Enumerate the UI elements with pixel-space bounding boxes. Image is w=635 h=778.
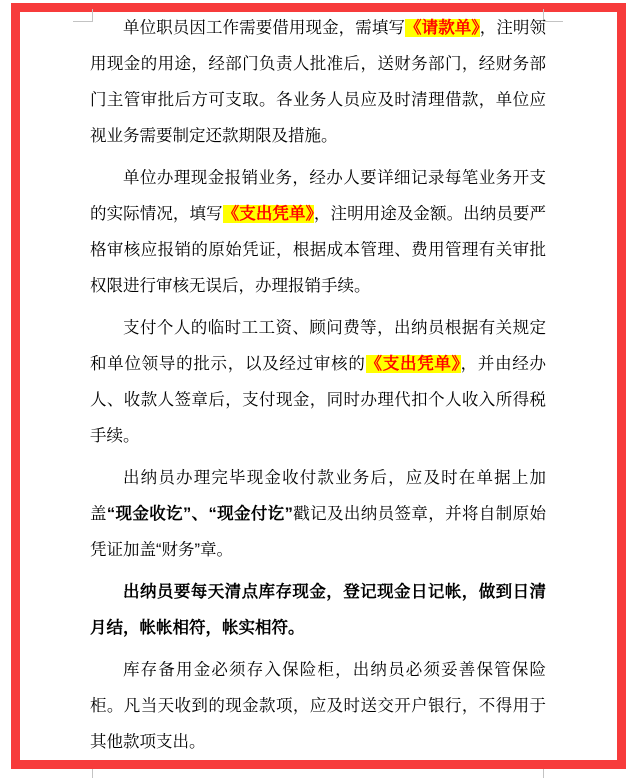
paragraph: [90, 160, 546, 304]
text-segment: 单位办理现金报销业务，经办人要详细记录每笔业务开支的实际情况，填写: [90, 169, 546, 223]
paragraph: [90, 310, 546, 454]
text-segment: 出纳员办理完毕现金收付款业务后，应及时在单据上加盖: [90, 469, 546, 523]
highlighted-term: 《支出凭单》: [222, 205, 314, 223]
paragraph: [90, 10, 546, 154]
text-segment: “现金收讫”、“现金付讫”: [106, 505, 293, 523]
highlighted-term: 《支出凭单》: [365, 355, 461, 373]
document-text-area: [90, 10, 546, 766]
text-segment: ，注明用途及金额。出纳员要严格审核应报销的原始凭证，根据成本管理、费用管理有关审批权限进行审核无误后，办理报销手续。: [90, 205, 547, 295]
crop-mark-bottom-left: [92, 769, 93, 778]
highlighted-term: 《请款单》: [405, 19, 480, 37]
text-segment: ，并由经办人、收款人签章后，支付现金，同时办理代扣个人收入所得税手续。: [90, 355, 547, 445]
paragraph: [90, 652, 546, 760]
crop-mark-bottom-right: [543, 769, 544, 778]
text-segment: 单位职员因工作需要借用现金，需填写: [123, 19, 406, 37]
text-segment: 出纳员要每天清点库存现金，登记现金日记帐，做到日清月结，帐帐相符，帐实相符。: [90, 583, 546, 637]
text-segment: ，注明领用现金的用途，经部门负责人批准后，送财务部门，经财务部门主管审批后方可支取。各业务人员应及时清理借款，单位应视业务需要制定还款期限及措施。: [90, 19, 547, 145]
text-segment: 库存备用金必须存入保险柜，出纳员必须妥善保管保险柜。凡当天收到的现金款项，应及时送交开户银行，不得用于其他款项支出。: [90, 661, 546, 751]
paragraph: [90, 460, 546, 568]
text-segment: 戳记及出纳员签章，并将自制原始凭证加盖“财务”章。: [90, 505, 546, 559]
text-segment: 支付个人的临时工工资、顾问费等，出纳员根据有关规定和单位领导的批示，以及经过审核的: [90, 319, 546, 373]
paragraph: [90, 574, 546, 646]
